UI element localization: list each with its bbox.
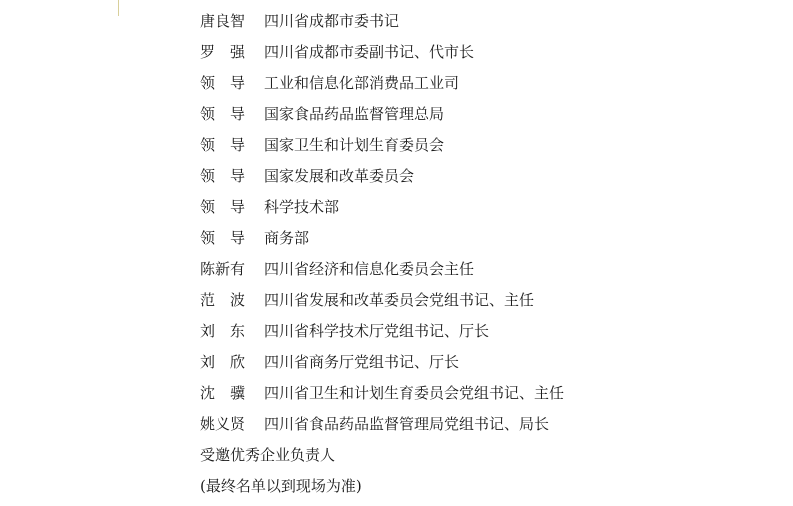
attendee-title: 商务部 — [264, 229, 310, 247]
list-item — [200, 68, 564, 99]
attendee-title: 四川省经济和信息化委员会主任 — [264, 260, 475, 278]
final-list-note: (最终名单以到现场为准) — [200, 477, 362, 495]
list-item — [200, 316, 564, 347]
list-item — [200, 378, 564, 409]
attendee-list — [200, 6, 564, 502]
attendee-title: 科学技术部 — [264, 198, 340, 216]
attendee-name: 范 波 — [200, 291, 246, 309]
attendee-title: 国家食品药品监督管理总局 — [264, 105, 445, 123]
attendee-name: 唐良智 — [200, 12, 246, 30]
attendee-name: 罗 强 — [200, 43, 246, 61]
list-item — [200, 223, 564, 254]
attendee-name: 刘 东 — [200, 322, 246, 340]
attendee-name: 刘 欣 — [200, 353, 246, 371]
list-item — [200, 409, 564, 440]
attendee-name: 陈新有 — [200, 260, 246, 278]
attendee-name: 领 导 — [200, 229, 246, 247]
list-item — [200, 192, 564, 223]
list-item — [200, 161, 564, 192]
attendee-title: 工业和信息化部消费品工业司 — [264, 74, 460, 92]
attendee-name: 领 导 — [200, 167, 246, 185]
list-item — [200, 37, 564, 68]
attendee-name: 领 导 — [200, 74, 246, 92]
attendee-name: 沈 骥 — [200, 384, 246, 402]
attendee-title: 四川省成都市委书记 — [264, 12, 400, 30]
attendee-title: 国家卫生和计划生育委员会 — [264, 136, 445, 154]
list-item — [200, 6, 564, 37]
list-item — [200, 347, 564, 378]
list-item — [200, 99, 564, 130]
attendee-title: 四川省商务厅党组书记、厅长 — [264, 353, 460, 371]
page-margin-line — [118, 0, 119, 16]
list-item — [200, 285, 564, 316]
list-item — [200, 130, 564, 161]
attendee-name: 领 导 — [200, 136, 246, 154]
attendee-name: 姚义贤 — [200, 415, 246, 433]
invited-enterprise-note: 受邀优秀企业负责人 — [200, 446, 336, 464]
attendee-title: 国家发展和改革委员会 — [264, 167, 415, 185]
attendee-name: 领 导 — [200, 105, 246, 123]
list-item — [200, 254, 564, 285]
attendee-title: 四川省发展和改革委员会党组书记、主任 — [264, 291, 535, 309]
attendee-title: 四川省食品药品监督管理局党组书记、局长 — [264, 415, 550, 433]
attendee-title: 四川省成都市委副书记、代市长 — [264, 43, 475, 61]
attendee-name: 领 导 — [200, 198, 246, 216]
attendee-title: 四川省卫生和计划生育委员会党组书记、主任 — [264, 384, 565, 402]
attendee-title: 四川省科学技术厅党组书记、厅长 — [264, 322, 490, 340]
